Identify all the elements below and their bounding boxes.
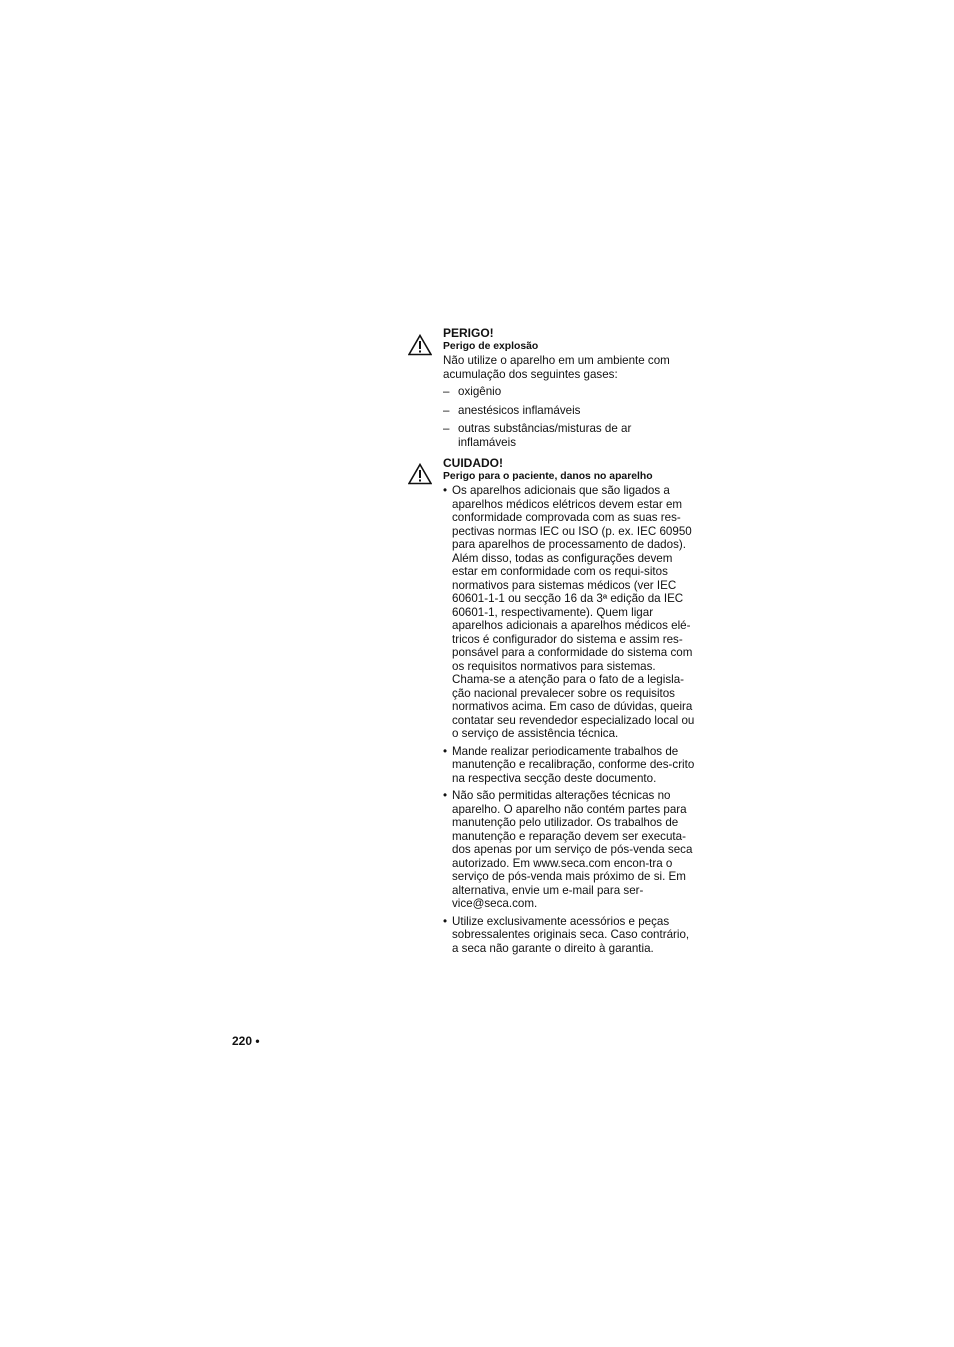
warning-triangle-icon (408, 334, 432, 356)
list-item: • Não são permitidas alterações técnicas no aparelho. O aparelho não contém partes para manutenção pelo utilizador. Os trabalhos de manutenção e reparação devem ser executa-dos apenas por um serviço de pós-venda seca autorizado. Em www.seca.com encon-tra o serviço de pós-venda mais próximo de si. Em alternativa, envie um e-mail para ser-vice@seca.com. (443, 789, 698, 911)
danger-title: PERIGO! (443, 326, 494, 340)
warning-triangle-icon (408, 463, 432, 485)
list-item: • Os aparelhos adicionais que são ligados a aparelhos médicos elétricos devem estar em conformidade comprovada com as suas res-pectivas normas IEC ou ISO (p. ex. IEC 60950 para aparelhos de processamento de dados). Além disso, todas as configurações devem estar em conformidade com os requi-sitos normativos para sistemas médicos (ver IEC 60601-1-1 ou secção 16 da 3ª edição da IEC 60601-1, respectivamente). Quem ligar aparelhos adicionais a aparelhos médicos elé-tricos é configurador do sistema e assim res-ponsável para a conformidade do sistema com os requisitos normativos para sistemas. Chama-se a atenção para o fato de a legisla-ção nacional prevalecer sobre os requisitos normativos acima. Em caso de dúvidas, queira contatar seu revendedor especializado local ou o serviço de assistência técnica. (443, 484, 698, 741)
list-item: • Mande realizar periodicamente trabalhos de manutenção e recalibração, conforme des-crito na respectiva secção deste documento. (443, 745, 698, 786)
danger-subtitle: Perigo de explosão (443, 341, 539, 352)
list-item: • Utilize exclusivamente acessórios e peças sobressalentes originais seca. Caso contrário, a seca não garante o direito à garantia. (443, 915, 698, 956)
caution-subtitle: Perigo para o paciente, danos no aparelho (443, 471, 653, 482)
gas-list (443, 385, 698, 449)
danger-section (443, 326, 698, 454)
list-item: – outras substâncias/misturas de ar inflamáveis (443, 422, 658, 449)
caution-section (443, 456, 698, 959)
list-item: – anestésicos inflamáveis (443, 404, 698, 418)
caution-title: CUIDADO! (443, 456, 503, 470)
danger-intro: Não utilize o aparelho em um ambiente com acumulação dos seguintes gases: (443, 354, 670, 381)
list-item: – oxigênio (443, 385, 698, 399)
page-number: 220 • (232, 1034, 260, 1048)
caution-bullet-list (443, 484, 698, 955)
